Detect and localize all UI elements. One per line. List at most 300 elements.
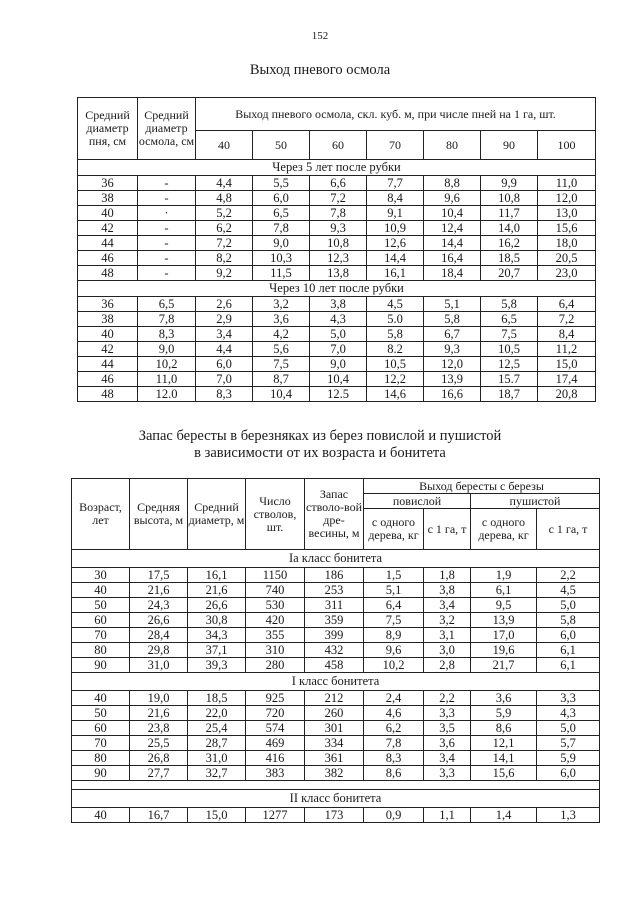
table-cell: 6,5 (253, 206, 310, 221)
table-cell: 13,0 (538, 206, 596, 221)
table-cell: 6,0 (537, 628, 600, 643)
spacer-row (72, 781, 600, 790)
table-cell: 8,7 (253, 372, 310, 387)
table-cell: 50 (72, 706, 130, 721)
table-cell: 9,3 (310, 221, 367, 236)
table-cell: 2,2 (424, 691, 471, 706)
table-cell: 10,4 (424, 206, 481, 221)
table-cell: 10,4 (310, 372, 367, 387)
header-pubescens: пушистой (471, 494, 600, 509)
table-cell: 6,7 (424, 327, 481, 342)
table-cell: 25,5 (130, 736, 188, 751)
table2-title-line1: Запас бересты в березняках из берез повислой и пушистой (138, 428, 502, 444)
table-cell: 432 (305, 643, 364, 658)
table-cell: 9,6 (424, 191, 481, 206)
table-cell: 20,8 (538, 387, 596, 402)
table-row (78, 191, 596, 206)
table-cell: 11,5 (253, 266, 310, 281)
table-cell: 8,3 (196, 387, 253, 402)
table-cell: 38 (78, 191, 138, 206)
table-row (72, 691, 600, 706)
table-cell: 30 (72, 568, 130, 583)
table-cell: 1,5 (364, 568, 424, 583)
table-row (72, 628, 600, 643)
table-cell: 2,6 (196, 297, 253, 312)
table-row (78, 357, 596, 372)
header-yield-group: Выход пневого осмола, скл. куб. м, при числе пней на 1 га, шт. (196, 98, 596, 131)
table-cell: 574 (246, 721, 305, 736)
table-cell: 4,4 (196, 176, 253, 191)
table-cell: 9,6 (364, 643, 424, 658)
table-cell: 60 (72, 721, 130, 736)
table-cell: 8,3 (138, 327, 196, 342)
table-cell: - (138, 236, 196, 251)
table2-title-line2: в зависимости от их возраста и бонитета (194, 445, 446, 461)
table-row (78, 176, 596, 191)
table-cell: 8,8 (424, 176, 481, 191)
header-pendula-per-tree: с одного дерева, кг (364, 509, 424, 550)
table-cell: 14,1 (471, 751, 537, 766)
table-cell: 1277 (246, 808, 305, 823)
table-cell: 16,4 (424, 251, 481, 266)
table-cell: 6,0 (537, 766, 600, 781)
table-cell: 5,8 (537, 613, 600, 628)
table-cell: 23,0 (538, 266, 596, 281)
table-row (78, 342, 596, 357)
table-cell: 12,4 (424, 221, 481, 236)
table-cell: 1,3 (537, 808, 600, 823)
table-cell: 25,4 (188, 721, 246, 736)
table-cell: - (138, 176, 196, 191)
table-cell: 311 (305, 598, 364, 613)
table-cell: 355 (246, 628, 305, 643)
table-cell: 5.0 (367, 312, 424, 327)
table-cell: 1,9 (471, 568, 537, 583)
table-cell: 7,2 (196, 236, 253, 251)
table-cell: 3,6 (471, 691, 537, 706)
table-cell: 16,7 (130, 808, 188, 823)
table-cell: 13,9 (471, 613, 537, 628)
table-row (72, 736, 600, 751)
table-row (72, 613, 600, 628)
table-row (72, 598, 600, 613)
table-cell: 21,6 (130, 706, 188, 721)
header-stump-count: 70 (367, 131, 424, 160)
table-cell: 12.5 (310, 387, 367, 402)
table-cell: 7,8 (138, 312, 196, 327)
table-cell: 5,8 (367, 327, 424, 342)
page-number: 152 (311, 30, 329, 42)
table-cell: 6,1 (471, 583, 537, 598)
table-cell: 8,4 (538, 327, 596, 342)
header-resin-diameter: Средний диаметр осмола, см (138, 98, 196, 160)
table-cell: 16,1 (367, 266, 424, 281)
table-cell: 8,6 (471, 721, 537, 736)
table-cell: 22,0 (188, 706, 246, 721)
table-cell: 40 (78, 206, 138, 221)
table-cell: 280 (246, 658, 305, 673)
table-row (78, 312, 596, 327)
header-diameter: Средний диаметр, м (188, 479, 246, 550)
table-cell: 3,3 (537, 691, 600, 706)
table-cell: 6,1 (537, 658, 600, 673)
table-cell: 36 (78, 176, 138, 191)
table-cell: 90 (72, 658, 130, 673)
header-stump-count: 60 (310, 131, 367, 160)
table-cell: - (138, 266, 196, 281)
table-cell: 34,3 (188, 628, 246, 643)
table-cell: 18,5 (481, 251, 538, 266)
table-cell: 10,4 (253, 387, 310, 402)
table-cell: 10,2 (138, 357, 196, 372)
table-cell: 19,6 (471, 643, 537, 658)
table-cell: 16,1 (188, 568, 246, 583)
table-cell: 6,4 (538, 297, 596, 312)
table-cell: 4,3 (310, 312, 367, 327)
table-cell: · (138, 206, 196, 221)
table-cell: 1,8 (424, 568, 471, 583)
table-cell: 12,2 (367, 372, 424, 387)
table-cell: 20,5 (538, 251, 596, 266)
table-cell: 9,1 (367, 206, 424, 221)
table-cell: 8,4 (367, 191, 424, 206)
table-cell: 740 (246, 583, 305, 598)
table-cell: 5,1 (364, 583, 424, 598)
table-cell: 17,0 (471, 628, 537, 643)
section-label: I класс бонитета (72, 673, 600, 691)
table-cell: 40 (72, 583, 130, 598)
table-cell: 15.7 (481, 372, 538, 387)
table-cell: 12,3 (310, 251, 367, 266)
table-cell: 3,3 (424, 706, 471, 721)
table-cell: 5,2 (196, 206, 253, 221)
table-cell: 11,7 (481, 206, 538, 221)
table-row (78, 236, 596, 251)
table-cell: 10,5 (481, 342, 538, 357)
table-cell: - (138, 191, 196, 206)
table-cell: 10,9 (367, 221, 424, 236)
table-cell: 48 (78, 387, 138, 402)
resin-yield-table (77, 97, 596, 402)
table-cell: 4,5 (367, 297, 424, 312)
table-cell: 26,6 (130, 613, 188, 628)
header-age: Возраст, лет (72, 479, 130, 550)
table-cell: 70 (72, 628, 130, 643)
table-cell: 46 (78, 372, 138, 387)
table-cell: 26,6 (188, 598, 246, 613)
table-cell: 720 (246, 706, 305, 721)
table-cell: 24,3 (130, 598, 188, 613)
table-cell: 6,0 (253, 191, 310, 206)
table1-title: Выход пневого осмола (249, 62, 391, 78)
table-row (78, 387, 596, 402)
table-row (72, 721, 600, 736)
table-cell: 40 (72, 691, 130, 706)
header-pendula: повислой (364, 494, 471, 509)
table-cell: 26,8 (130, 751, 188, 766)
table-row (72, 643, 600, 658)
table-cell: 9,3 (424, 342, 481, 357)
table-cell: 1150 (246, 568, 305, 583)
section-row (72, 550, 600, 568)
table-cell: 4,8 (196, 191, 253, 206)
table-cell: 1,1 (424, 808, 471, 823)
table-cell: 70 (72, 736, 130, 751)
table-cell: 16,6 (424, 387, 481, 402)
table-row (78, 297, 596, 312)
table-cell: 7,2 (538, 312, 596, 327)
table-cell: - (138, 251, 196, 266)
table-cell: 186 (305, 568, 364, 583)
table-cell: 1,4 (471, 808, 537, 823)
table-cell: 9,0 (253, 236, 310, 251)
table-cell: 42 (78, 221, 138, 236)
table-cell: 40 (78, 327, 138, 342)
table-cell: 361 (305, 751, 364, 766)
table-cell: 212 (305, 691, 364, 706)
table-cell: 17,5 (130, 568, 188, 583)
table-cell: 39,3 (188, 658, 246, 673)
table-cell: 17,4 (538, 372, 596, 387)
table-cell: 80 (72, 643, 130, 658)
table-cell: 7,0 (196, 372, 253, 387)
table-cell: 3,6 (424, 736, 471, 751)
header-stump-count: 40 (196, 131, 253, 160)
table-row (78, 221, 596, 236)
table-cell: 7,5 (481, 327, 538, 342)
table-cell: 50 (72, 598, 130, 613)
table-cell: 16,2 (481, 236, 538, 251)
table-cell: 6,4 (364, 598, 424, 613)
section-label: Через 10 лет после рубки (78, 281, 596, 297)
table-cell: 5,9 (471, 706, 537, 721)
header-stump-diameter: Средний диаметр пня, см (78, 98, 138, 160)
spacer-cell (72, 781, 600, 790)
table-cell: 3,5 (424, 721, 471, 736)
header-stump-count: 80 (424, 131, 481, 160)
table-cell: 2,8 (424, 658, 471, 673)
table-cell: 10,5 (367, 357, 424, 372)
header-pendula-per-ha: с 1 га, т (424, 509, 471, 550)
header-bark-group: Выход бересты с березы (364, 479, 600, 494)
table-cell: 80 (72, 751, 130, 766)
table-row (78, 266, 596, 281)
table-cell: 5,0 (537, 598, 600, 613)
table-cell: 5,8 (424, 312, 481, 327)
table-cell: 4,5 (537, 583, 600, 598)
table-cell: 32,7 (188, 766, 246, 781)
section-row (72, 790, 600, 808)
table-cell: 383 (246, 766, 305, 781)
table-cell: 173 (305, 808, 364, 823)
header-pubescens-per-ha: с 1 га, т (537, 509, 600, 550)
table-cell: 15,6 (538, 221, 596, 236)
table-row (72, 808, 600, 823)
table-cell: 3,8 (310, 297, 367, 312)
table-cell: 8.2 (367, 342, 424, 357)
section-label: Через 5 лет после рубки (78, 160, 596, 176)
table-cell: 36 (78, 297, 138, 312)
table-row (72, 706, 600, 721)
table-cell: 301 (305, 721, 364, 736)
table-cell: 458 (305, 658, 364, 673)
table-row (78, 206, 596, 221)
header-pubescens-per-tree: с одного дерева, кг (471, 509, 537, 550)
table-cell: 13,9 (424, 372, 481, 387)
table-row (72, 766, 600, 781)
table-row (72, 751, 600, 766)
table-cell: 11,0 (138, 372, 196, 387)
table-cell: 8,2 (196, 251, 253, 266)
table-row (78, 372, 596, 387)
table-cell: 18,4 (424, 266, 481, 281)
table-cell: 7,2 (310, 191, 367, 206)
table-cell: 9,5 (471, 598, 537, 613)
table-cell: 23,8 (130, 721, 188, 736)
table-cell: 3,6 (253, 312, 310, 327)
table-cell: 18,7 (481, 387, 538, 402)
table-cell: - (138, 221, 196, 236)
table-cell: 40 (72, 808, 130, 823)
table-cell: 5,8 (481, 297, 538, 312)
table-cell: 2,9 (196, 312, 253, 327)
header-wood-stock: Запас стволо-вой дре-весины, м (305, 479, 364, 550)
table-cell: 44 (78, 357, 138, 372)
header-stump-count: 90 (481, 131, 538, 160)
table-cell: 37,1 (188, 643, 246, 658)
table-cell: 382 (305, 766, 364, 781)
table-cell: 18,5 (188, 691, 246, 706)
table-cell: 28,4 (130, 628, 188, 643)
table-cell: 11,2 (538, 342, 596, 357)
birch-bark-table (71, 478, 600, 823)
table-cell: 7,8 (310, 206, 367, 221)
table-cell: 48 (78, 266, 138, 281)
table-cell: 13,8 (310, 266, 367, 281)
table-cell: 29,8 (130, 643, 188, 658)
table-cell: 8,3 (364, 751, 424, 766)
table-cell: 21,6 (130, 583, 188, 598)
table-cell: 15,0 (188, 808, 246, 823)
table-cell: 2,4 (364, 691, 424, 706)
table-cell: 15,0 (538, 357, 596, 372)
table-cell: 4,6 (364, 706, 424, 721)
table-cell: 6,0 (196, 357, 253, 372)
table-cell: 9,0 (138, 342, 196, 357)
table-cell: 530 (246, 598, 305, 613)
table-cell: 6,2 (196, 221, 253, 236)
table-cell: 27,7 (130, 766, 188, 781)
table-cell: 4,3 (537, 706, 600, 721)
table-cell: 6,5 (481, 312, 538, 327)
table-cell: 90 (72, 766, 130, 781)
table-cell: 9,9 (481, 176, 538, 191)
table-cell: 469 (246, 736, 305, 751)
table-cell: 7,5 (253, 357, 310, 372)
table-cell: 399 (305, 628, 364, 643)
table-cell: 5,5 (253, 176, 310, 191)
table-cell: 31,0 (130, 658, 188, 673)
table-cell: 14,0 (481, 221, 538, 236)
section-label: II класс бонитета (72, 790, 600, 808)
table-cell: 21,6 (188, 583, 246, 598)
table-cell: 3,4 (424, 598, 471, 613)
table-cell: 925 (246, 691, 305, 706)
table-row (72, 583, 600, 598)
table-cell: 6,5 (138, 297, 196, 312)
table-cell: 10,8 (310, 236, 367, 251)
table-row (78, 251, 596, 266)
table-cell: 11,0 (538, 176, 596, 191)
table-cell: 3,1 (424, 628, 471, 643)
table-cell: 20,7 (481, 266, 538, 281)
table-cell: 420 (246, 613, 305, 628)
table-cell: 5,1 (424, 297, 481, 312)
table-cell: 5,6 (253, 342, 310, 357)
table-cell: 9,2 (196, 266, 253, 281)
table-cell: 18,0 (538, 236, 596, 251)
table-cell: 12,0 (538, 191, 596, 206)
table-cell: 28,7 (188, 736, 246, 751)
table-cell: 19,0 (130, 691, 188, 706)
table-cell: 253 (305, 583, 364, 598)
table-cell: 10,2 (364, 658, 424, 673)
table-cell: 7,5 (364, 613, 424, 628)
table-cell: 359 (305, 613, 364, 628)
table-cell: 12,6 (367, 236, 424, 251)
table-cell: 60 (72, 613, 130, 628)
section-row (78, 160, 596, 176)
table-cell: 12,1 (471, 736, 537, 751)
table-cell: 2,2 (537, 568, 600, 583)
table-cell: 3,2 (253, 297, 310, 312)
table-cell: 8,6 (364, 766, 424, 781)
table-cell: 8,9 (364, 628, 424, 643)
table-cell: 0,9 (364, 808, 424, 823)
table-cell: 14,4 (367, 251, 424, 266)
table-cell: 12.0 (138, 387, 196, 402)
table-cell: 3,4 (196, 327, 253, 342)
header-stump-count: 50 (253, 131, 310, 160)
table-cell: 38 (78, 312, 138, 327)
table-cell: 9,0 (310, 357, 367, 372)
table-cell: 31,0 (188, 751, 246, 766)
section-label: Iа класс бонитета (72, 550, 600, 568)
table-cell: 15,6 (471, 766, 537, 781)
table-cell: 10,8 (481, 191, 538, 206)
table-cell: 10,3 (253, 251, 310, 266)
table-cell: 30,8 (188, 613, 246, 628)
table-cell: 6,2 (364, 721, 424, 736)
table-cell: 14,6 (367, 387, 424, 402)
table-row (78, 327, 596, 342)
table-row (72, 658, 600, 673)
table-cell: 310 (246, 643, 305, 658)
table-cell: 7,8 (253, 221, 310, 236)
header-stem-count: Число стволов, шт. (246, 479, 305, 550)
table-cell: 334 (305, 736, 364, 751)
header-stump-count: 100 (538, 131, 596, 160)
table-cell: 3,4 (424, 751, 471, 766)
table-cell: 42 (78, 342, 138, 357)
table-cell: 4,4 (196, 342, 253, 357)
table-cell: 6,6 (310, 176, 367, 191)
table-cell: 3,8 (424, 583, 471, 598)
table-cell: 3,3 (424, 766, 471, 781)
table-cell: 7,7 (367, 176, 424, 191)
table-cell: 5,0 (310, 327, 367, 342)
table-cell: 3,2 (424, 613, 471, 628)
